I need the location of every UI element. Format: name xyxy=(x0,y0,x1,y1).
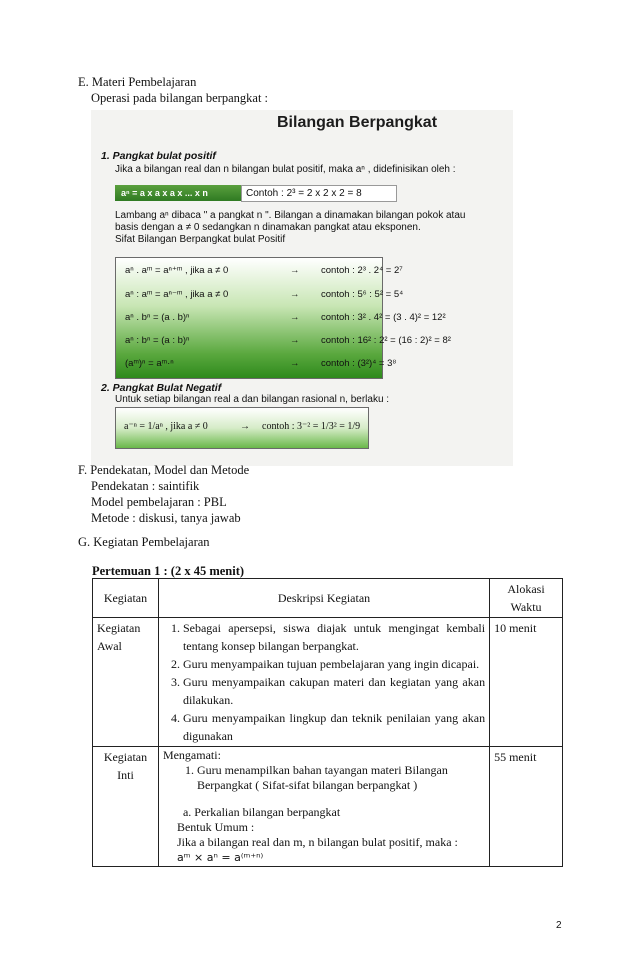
section-e-subtext: Operasi pada bilangan berpangkat : xyxy=(91,91,269,105)
table-row xyxy=(93,747,563,867)
rule-row xyxy=(125,358,465,369)
kegiatan-table xyxy=(92,578,563,867)
metode: Metode : diskusi, tanya jawab xyxy=(91,511,241,525)
pertemuan-label: Pertemuan 1 : (2 x 45 menit) xyxy=(92,564,245,578)
negative-formula: a⁻ⁿ = 1/aⁿ , jika a ≠ 0 xyxy=(124,421,208,432)
rule-formula: aⁿ . bⁿ = (a . b)ⁿ xyxy=(125,312,190,323)
pendekatan: Pendekatan : saintifik xyxy=(91,479,200,493)
arrow-icon: → xyxy=(240,421,250,432)
negative-formula-box xyxy=(115,407,369,449)
sifat-title: Sifat Bilangan Berpangkat bulat Positif xyxy=(115,234,286,245)
rule-formula: aⁿ : bⁿ = (a : b)ⁿ xyxy=(125,335,190,346)
kegiatan-inti-waktu: 55 menit xyxy=(490,747,563,867)
section-e-heading: E. Materi Pembelajaran xyxy=(78,75,197,89)
s2-text: Untuk setiap bilangan real a dan bilangan rasional n, berlaku : xyxy=(115,394,390,405)
formula-text: aᵐ × aⁿ = a⁽ᵐ⁺ⁿ⁾ xyxy=(176,851,264,864)
negative-example: contoh : 3⁻² = 1/3² = 1/9 xyxy=(262,421,361,432)
rule-example: contoh : 5⁶ : 5² = 5⁴ xyxy=(321,289,404,300)
page-number: 2 xyxy=(556,920,562,931)
rule-formula: (aᵐ)ⁿ = aᵐ·ⁿ xyxy=(125,358,174,369)
s2-heading: 2. Pangkat Bulat Negatif xyxy=(101,382,222,394)
kegiatan-inti-desc xyxy=(158,747,489,867)
mengamati-label: Mengamati: xyxy=(162,748,221,762)
header-deskripsi: Deskripsi Kegiatan xyxy=(158,579,489,618)
s1-text: Jika a bilangan real dan n bilangan bulat positif, maka aⁿ , didefinisikan oleh : xyxy=(115,164,456,175)
arrow-icon: → xyxy=(290,358,300,369)
arrow-icon: → xyxy=(290,335,300,346)
sub-item-a: a. Perkalian bilangan berpangkat xyxy=(182,805,341,819)
rule-row xyxy=(125,265,465,276)
kegiatan-awal-desc xyxy=(158,618,489,747)
definition-formula: aⁿ = a x a x a x ... x n xyxy=(115,185,245,201)
rule-example: contoh : (3²)⁴ = 3⁸ xyxy=(321,358,397,369)
rule-example: contoh : 3² . 4² = (3 . 4)² = 12² xyxy=(321,312,446,323)
rule-example: contoh : 2³ . 2⁴ = 2⁷ xyxy=(321,265,403,276)
model-pembelajaran: Model pembelajaran : PBL xyxy=(91,495,227,509)
bentuk-umum: Bentuk Umum : xyxy=(176,820,255,834)
lambang-line-2: basis dengan a ≠ 0 sedangkan n dinamakan pangkat atau eksponen. xyxy=(115,222,421,233)
rule-formula: aⁿ : aᵐ = aⁿ⁻ᵐ , jika a ≠ 0 xyxy=(125,289,229,300)
header-kegiatan: Kegiatan xyxy=(93,579,159,618)
header-alokasi: Alokasi Waktu xyxy=(490,579,563,618)
rule-row xyxy=(125,312,465,323)
rule-formula: aⁿ . aᵐ = aⁿ⁺ᵐ , jika a ≠ 0 xyxy=(125,265,229,276)
list-item: 3. Guru menyampaikan cakupan materi dan kegiatan yang akan dilakukan. xyxy=(183,673,485,709)
definition-example: Contoh : 2³ = 2 x 2 x 2 = 8 xyxy=(241,185,397,202)
lambang-line-1: Lambang aⁿ dibaca " a pangkat n ". Bilangan a dinamakan bilangan pokok atau xyxy=(115,210,466,221)
rule-row xyxy=(125,289,465,300)
arrow-icon: → xyxy=(290,289,300,300)
arrow-icon: → xyxy=(290,265,300,276)
s1-heading: 1. Pangkat bulat positif xyxy=(101,150,216,162)
list-item: 4. Guru menyampaikan lingkup dan teknik penilaian yang akan digunakan xyxy=(183,709,485,745)
jika-text: Jika a bilangan real dan m, n bilangan bulat positif, maka : xyxy=(176,835,458,849)
section-g-heading: G. Kegiatan Pembelajaran xyxy=(78,535,210,549)
image-title: Bilangan Berpangkat xyxy=(277,114,438,131)
table-header-row xyxy=(93,579,563,618)
list-item: 2. Guru menyampaikan tujuan pembelajaran yang ingin dicapai. xyxy=(183,655,485,673)
list-item: 1. Guru menampilkan bahan tayangan materi Bilangan Berpangkat ( Sifat-sifat bilangan berpangkat ) xyxy=(197,763,485,793)
list-item: 1. Sebagai apersepsi, siswa diajak untuk mengingat kembali tentang konsep bilangan berpangkat. xyxy=(183,619,485,655)
section-f-heading: F. Pendekatan, Model dan Metode xyxy=(78,463,250,477)
rule-row xyxy=(125,335,465,346)
bilangan-berpangkat-image xyxy=(91,110,513,466)
kegiatan-inti-label: Kegiatan Inti xyxy=(93,747,159,867)
kegiatan-awal-label: Kegiatan Awal xyxy=(93,618,159,747)
rules-list xyxy=(115,257,511,377)
arrow-icon: → xyxy=(290,312,300,323)
table-row xyxy=(93,618,563,747)
kegiatan-awal-waktu: 10 menit xyxy=(490,618,563,747)
rule-example: contoh : 16² : 2² = (16 : 2)² = 8² xyxy=(321,335,451,346)
